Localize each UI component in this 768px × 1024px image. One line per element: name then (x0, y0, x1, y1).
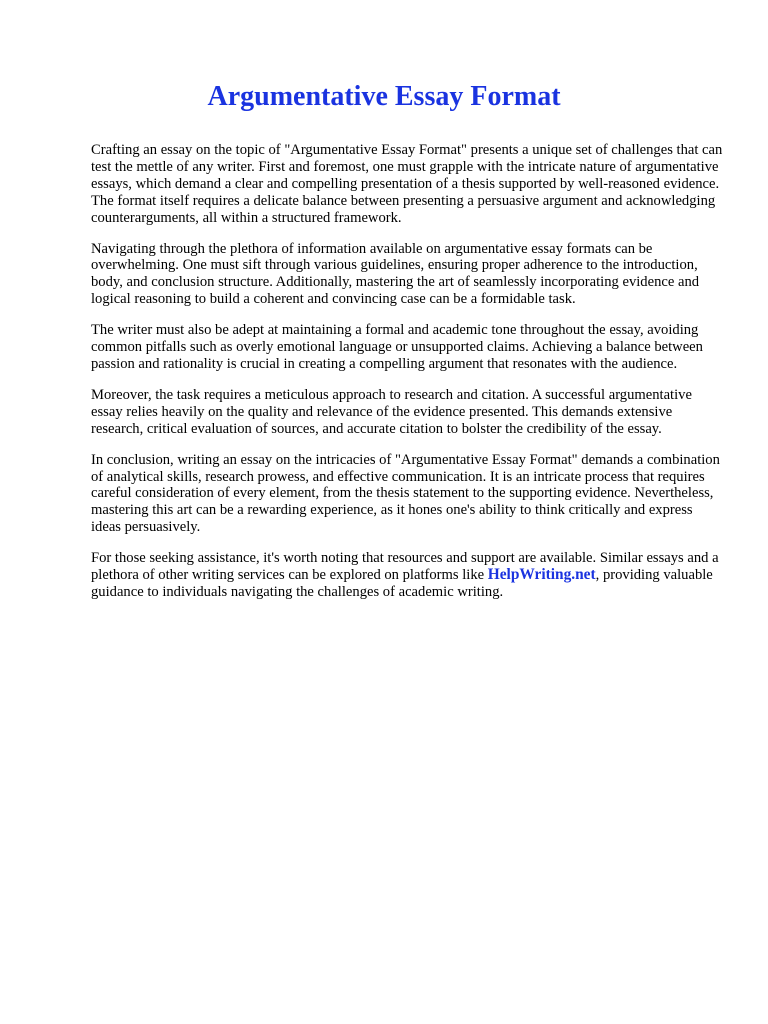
page-title: Argumentative Essay Format (207, 81, 561, 112)
paragraph-research: Moreover, the task requires a meticulous approach to research and citation. A successful argumentative essay relies heavily on the quality and relevance of the evidence presented. This demands extensive research, critical evaluation of sources, and accurate citation to bolster the credibility of the essay. (91, 386, 692, 437)
paragraph-navigating: Navigating through the plethora of information available on argumentative essay formats can be overwhelming. One must sift through various guidelines, ensuring proper adherence to the introduction, body, and conclusion structure. Additionally, mastering the art of seamlessly incorporating evidence and logical reasoning to build a coherent and convincing case can be a formidable task. (91, 240, 700, 308)
assistance-text-after-link: , providing valuable guidance to individuals navigating the challenges of academic writing. (91, 567, 713, 600)
paragraph-conclusion: In conclusion, writing an essay on the intricacies of "Argumentative Essay Format" demands a combination of analytical skills, research prowess, and effective communication. It is an intricate process that requires careful consideration of every element, from the thesis statement to the supporting evidence. Nevertheless, mastering this art can be a rewarding experience, as it hones one's ability to think critically and express ideas persuasively. (91, 451, 720, 536)
helpwriting-link[interactable]: HelpWriting.net (487, 566, 596, 584)
paragraph-assistance (91, 550, 723, 601)
assistance-text-before-link: For those seeking assistance, it's worth noting that resources and support are available. Similar essays and a plethora of other writing services can be explored on platforms like (91, 550, 719, 584)
paragraph-intro: Crafting an essay on the topic of "Argumentative Essay Format" presents a unique set of challenges that can test the mettle of any writer. First and foremost, one must grapple with the intricate nature of argumentative essays, which demand a clear and compelling presentation of a thesis supported by well-reasoned evidence. The format itself requires a delicate balance between presenting a persuasive argument and acknowledging counterarguments, all within a structured framework. (91, 142, 723, 226)
paragraph-tone: The writer must also be adept at maintaining a formal and academic tone throughout the essay, avoiding common pitfalls such as overly emotional language or unsupported claims. Achieving a balance between passion and rationality is crucial in creating a compelling argument that resonates with the audience. (91, 322, 703, 372)
